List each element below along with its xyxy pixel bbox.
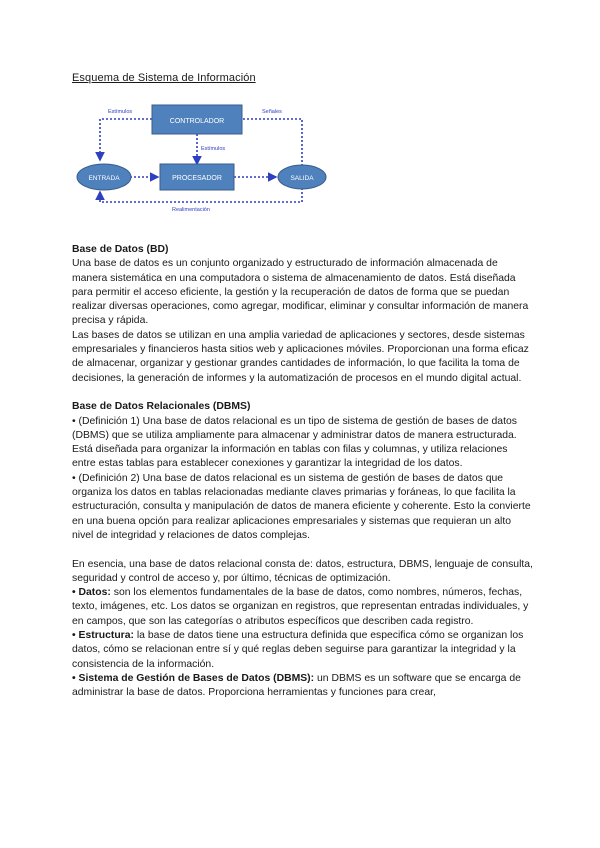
estructura-text: la base de datos tiene una estructura definida que especifica cómo se organizan los datos, cómo se relacionan entre sí y qué reglas deben seguirse para garantizar la integridad y la consistencia de la información. — [72, 630, 524, 670]
arrow-controlador-entrada — [100, 119, 152, 160]
document-title: Esquema de Sistema de Información — [72, 72, 256, 84]
dbms-heading: Base de Datos Relacionales (DBMS) — [72, 401, 251, 413]
document-body — [72, 243, 534, 701]
entrada-label: ENTRADA — [88, 175, 120, 182]
procesador-label: PROCESADOR — [172, 175, 222, 182]
realimentacion-caption: Realimentación — [172, 207, 210, 213]
sgbd-item — [72, 672, 534, 701]
datos-text: son los elementos fundamentales de la base de datos, como nombres, números, fechas, texto, imágenes, etc. Los datos se organizan en registros, que representan entradas individuales, y en campos, que son las categorías o atributos específicos que describen cada registro. — [72, 587, 529, 627]
spacer — [72, 543, 534, 557]
controlador-label: CONTROLADOR — [169, 118, 225, 125]
essence-paragraph: En esencia, una base de datos relacional consta de: datos, estructura, DBMS, lenguaje de consulta, seguridad y control de acceso y, por último, técnicas de optimización. — [72, 558, 533, 584]
estructura-item — [72, 629, 534, 672]
estimulos-center-caption: Estímulos — [201, 146, 226, 152]
sgbd-text: un DBMS es un software que se encarga de administrar la base de datos. Proporciona herramientas y funciones para crear, — [72, 672, 521, 699]
bd-heading: Base de Datos (BD) — [72, 244, 169, 255]
spacer — [72, 386, 534, 400]
senales-caption: Señales — [262, 109, 282, 115]
bd-paragraph-2: Las bases de datos se utilizan en una amplia variedad de aplicaciones y sectores, desde sistemas empresariales y financieros hasta sitios web y aplicaciones móviles. Proporcionan una forma eficaz de almacenar, organizar y gestionar grandes cantidades de información, lo que facilita la toma de decisiones, la generación de informes y la automatización de procesos en el mundo digital actual. — [72, 329, 529, 384]
estimulos-left-caption: Estímulos — [108, 109, 133, 115]
salida-label: SALIDA — [290, 175, 314, 182]
definition-1: • (Definición 1) Una base de datos relacional es un tipo de sistema de gestión de bases de datos (DBMS) que se utiliza ampliamente para almacenar y administrar datos de manera estructurada. Está diseñada para organizar la información en tablas con filas y columnas, y utiliza relaciones entre estas tablas para establecer conexiones y garantizar la integridad de los datos. — [72, 415, 517, 470]
information-system-diagram — [72, 96, 332, 216]
estructura-label: • Estructura: — [72, 630, 134, 642]
datos-label: • Datos: — [72, 587, 111, 599]
definition-2: • (Definición 2) Una base de datos relacional es un sistema de gestión de bases de datos que organiza los datos en tablas relacionadas mediante claves primarias y foráneas, lo que facilita la estructuración, consulta y manipulación de datos de manera eficiente y coherente. Esto la convierte en una buena opción para realizar aplicaciones empresariales y sistemas que requieran un alto nivel de integridad y relaciones de datos complejas. — [72, 472, 531, 541]
datos-item — [72, 586, 534, 629]
sgbd-label: • Sistema de Gestión de Bases de Datos (DBMS): — [72, 672, 315, 684]
bd-paragraph-1: Una base de datos es un conjunto organizado y estructurado de información almacenada de manera sistemática en una computadora o sistema de almacenamiento de datos. Está diseñada para permitir el acceso eficiente, la gestión y la recuperación de datos de forma que se puedan realizar diversas operaciones, como agregar, modificar, eliminar y consultar información de manera precisa y rápida. — [72, 258, 529, 327]
